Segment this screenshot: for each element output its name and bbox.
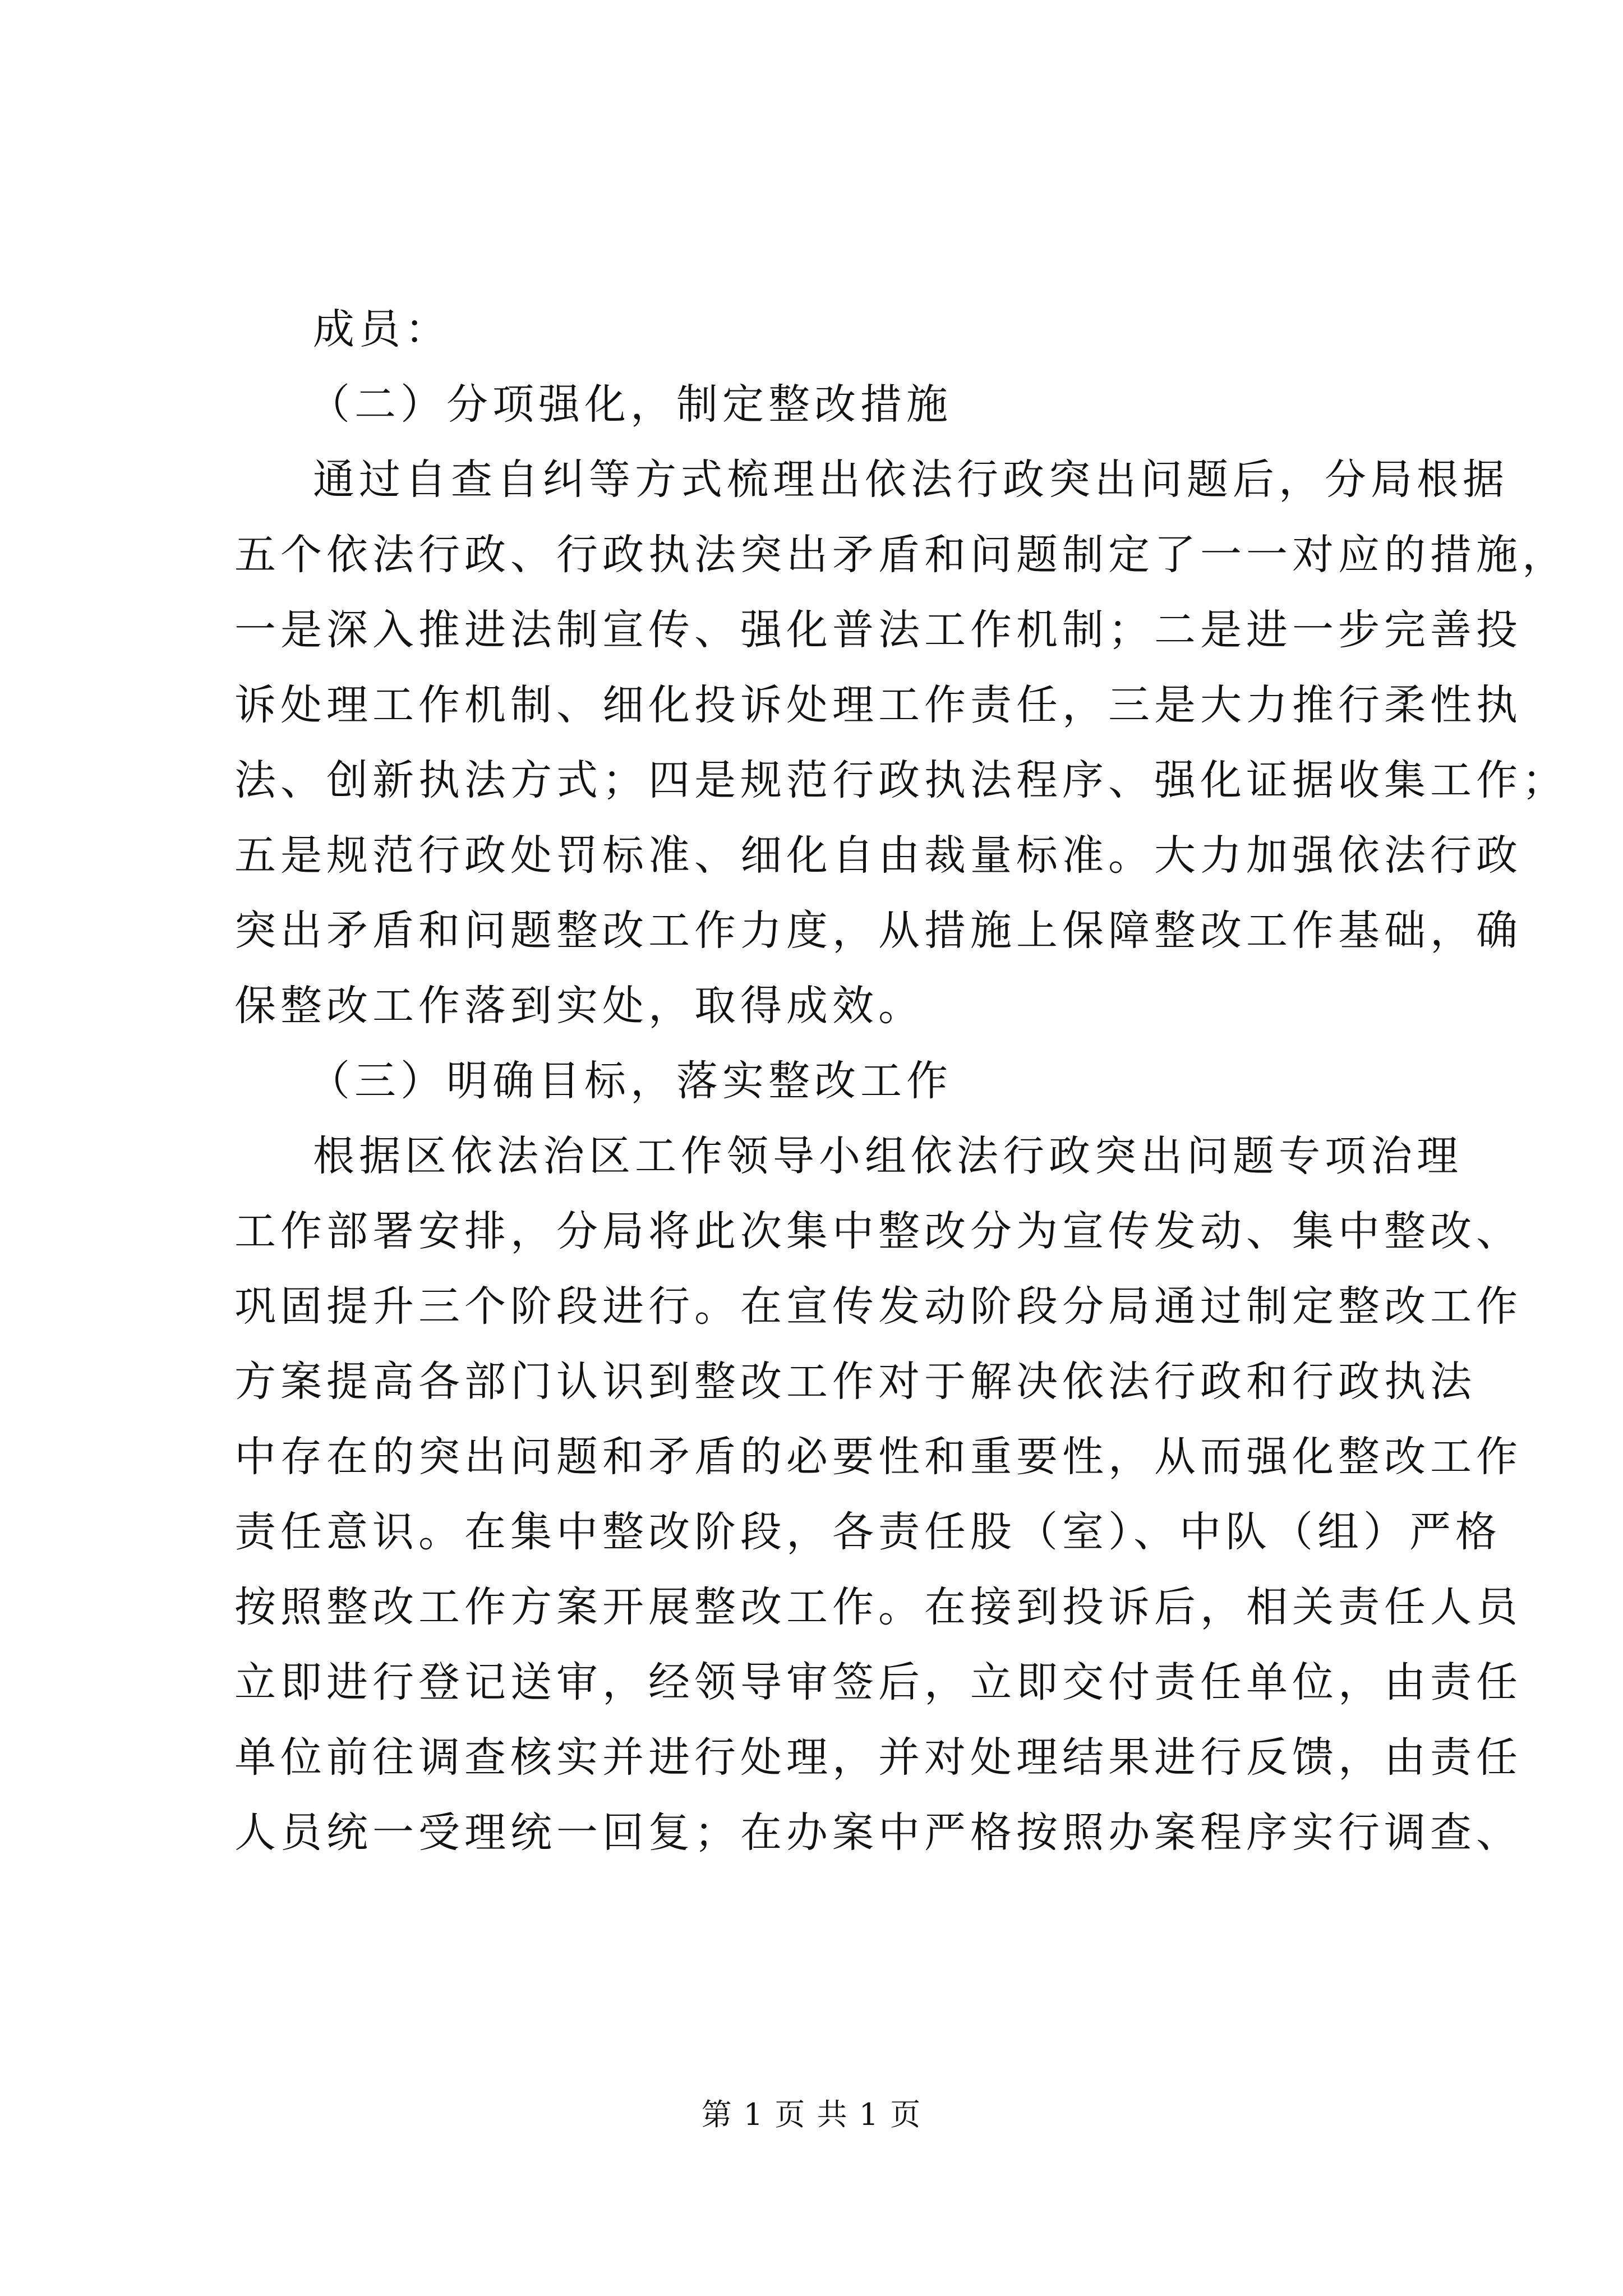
paragraph-line: 方案提高各部门认识到整改工作对于解决依法行政和行政执法 (234, 1358, 1476, 1406)
section-heading-3: （三）明确目标，落实整改工作 (308, 1057, 952, 1105)
paragraph-line: 按照整改工作方案开展整改工作。在接到投诉后，相关责任人员 (234, 1583, 1522, 1631)
paragraph-line-last: 保整改工作落到实处，取得成效。 (234, 982, 924, 1030)
paragraph-line: 诉处理工作机制、细化投诉处理工作责任，三是大力推行柔性执 (234, 681, 1522, 729)
page-number-footer: 第 1 页 共 1 页 (701, 2097, 922, 2132)
paragraph-line: 责任意识。在集中整改阶段，各责任股（室）、中队（组）严格 (234, 1508, 1501, 1556)
paragraph-line: 根据区依法治区工作领导小组依法行政突出问题专项治理 (313, 1132, 1463, 1180)
paragraph-line: 巩固提升三个阶段进行。在宣传发动阶段分局通过制定整改工作 (234, 1282, 1522, 1331)
paragraph-line: 一是深入推进法制宣传、强化普法工作机制；二是进一步完善投 (234, 606, 1522, 654)
paragraph-line: 人员统一受理统一回复；在办案中严格按照办案程序实行调查、 (234, 1809, 1522, 1857)
paragraph-line: 中存在的突出问题和矛盾的必要性和重要性，从而强化整改工作 (234, 1433, 1522, 1481)
paragraph-line: 突出矛盾和问题整改工作力度，从措施上保障整改工作基础，确 (234, 907, 1522, 955)
paragraph-line: 通过自查自纠等方式梳理出依法行政突出问题后，分局根据 (313, 455, 1509, 504)
paragraph-line: 五是规范行政处罚标准、细化自由裁量标准。大力加强依法行政 (234, 831, 1522, 880)
paragraph-line: 工作部署安排，分局将此次集中整改分为宣传发动、集中整改、 (234, 1207, 1522, 1255)
document-body (234, 292, 1568, 1870)
section-heading-2: （二）分项强化，制定整改措施 (308, 380, 952, 429)
paragraph-line: 单位前往调查核实并进行处理，并对处理结果进行反馈，由责任 (234, 1733, 1522, 1782)
paragraph-line: 立即进行登记送审，经领导审签后，立即交付责任单位，由责任 (234, 1658, 1522, 1706)
paragraph-line: 五个依法行政、行政执法突出矛盾和问题制定了一一对应的措施， (234, 531, 1568, 579)
paragraph-line: 法、创新执法方式；四是规范行政执法程序、强化证据收集工作； (234, 756, 1568, 804)
text-line-members: 成员： (313, 305, 451, 353)
